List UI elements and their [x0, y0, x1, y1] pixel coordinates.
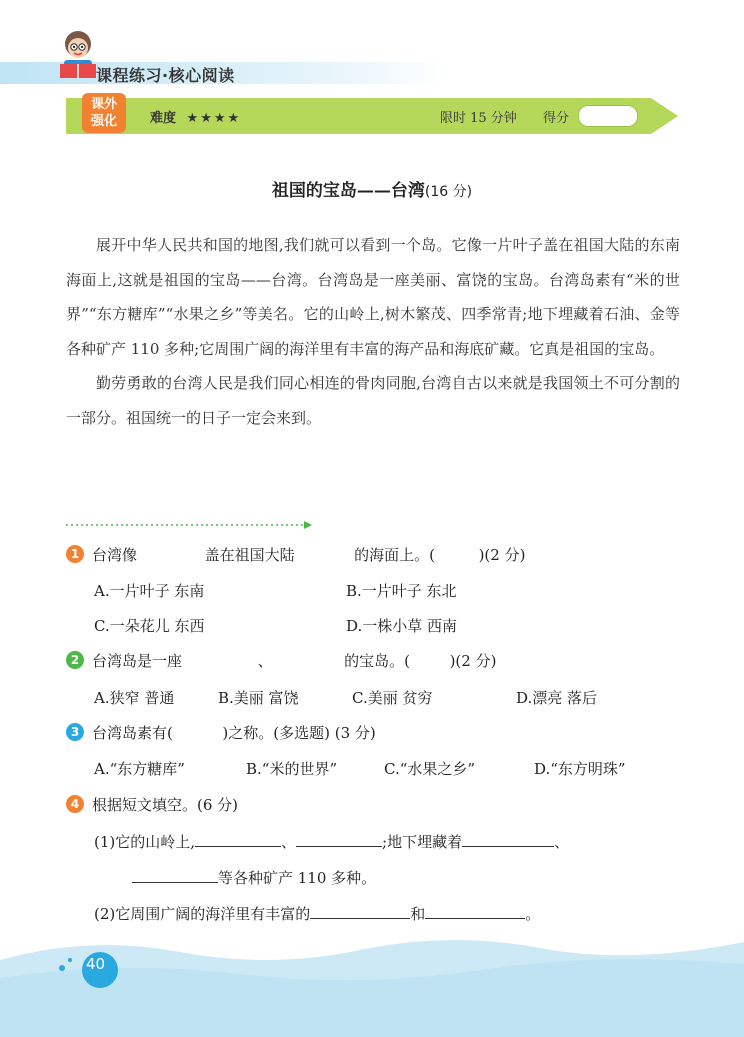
- q1-text-c: 的海面上。(: [354, 546, 436, 564]
- q1-option-d[interactable]: D.一株小草 西南: [346, 617, 458, 635]
- q3-option-b[interactable]: B.“米的世界”: [246, 760, 338, 778]
- q4-sub1-text-c: ;地下埋藏着: [382, 833, 463, 851]
- q3-option-c[interactable]: C.“水果之乡”: [384, 760, 476, 778]
- q4-sub2-text-c: 。: [525, 905, 541, 923]
- footer-wave: [0, 930, 744, 1037]
- q3-text-b: )之称。(多选题) (3 分): [222, 724, 376, 742]
- q4-sub1-text-d: 、: [554, 833, 570, 851]
- q4-blank-3[interactable]: [462, 832, 554, 847]
- q4-blank-4[interactable]: [132, 868, 218, 883]
- q4-sub1-text-b: 、: [281, 833, 297, 851]
- q4-sub1-line1: [94, 831, 569, 852]
- q1-text-a: 台湾像: [92, 546, 138, 564]
- time-limit: 限时 15 分钟: [440, 111, 517, 126]
- q4-sub1-text-e: 等各种矿产 110 多种。: [218, 869, 377, 887]
- question-1-stem: [92, 544, 525, 565]
- question-4-number: 4: [66, 795, 84, 813]
- article-title-text: 祖国的宝岛——台湾: [271, 181, 425, 201]
- q2-option-d[interactable]: D.漂亮 落后: [516, 689, 598, 707]
- difficulty-label: 难度: [150, 111, 177, 126]
- q2-option-c[interactable]: C.美丽 贫穷: [352, 689, 433, 707]
- score-box[interactable]: [578, 105, 638, 127]
- passage-paragraph-1: 展开中华人民共和国的地图,我们就可以看到一个岛。它像一片叶子盖在祖国大陆的东南海面上,这就是祖国的宝岛——台湾。台湾岛是一座美丽、富饶的宝岛。台湾岛素有“米的世界”“东方糖库”“水果之乡”等美名。它的山岭上,树木繁茂、四季常青;地下埋藏着石油、金等各种矿产 110 多种;它周围广阔的海洋里有丰富的海产品和海底矿藏。它真是祖国的宝岛。: [66, 236, 680, 358]
- q2-text-b: 、: [257, 652, 273, 670]
- q2-text-d: )(2 分): [449, 652, 497, 670]
- score-label: 得分: [543, 111, 570, 126]
- q4-sub2-text-b: 和: [410, 905, 426, 923]
- question-2-stem: [92, 650, 496, 671]
- passage-paragraph-2: 勤劳勇敢的台湾人民是我们同心相连的骨肉同胞,台湾自古以来就是我国领土不可分割的一部分。祖国统一的日子一定会来到。: [66, 374, 680, 427]
- q1-text-d: )(2 分): [478, 546, 526, 564]
- question-2-number: 2: [66, 651, 84, 669]
- q2-option-b[interactable]: B.美丽 富饶: [218, 689, 299, 707]
- q4-sub1-line2: [132, 867, 376, 888]
- badge-line1: 课外: [90, 97, 117, 112]
- extracurricular-badge: [82, 93, 126, 133]
- star-icon: ★★★★: [186, 111, 242, 126]
- q4-sub1-text-a: (1)它的山岭上,: [94, 833, 196, 851]
- section-title: 课程练习·核心阅读: [96, 66, 235, 85]
- badge-line2: 强化: [90, 114, 117, 129]
- q1-option-b[interactable]: B.一片叶子 东北: [346, 582, 457, 600]
- q4-sub2-line: [94, 903, 540, 924]
- q4-blank-5[interactable]: [310, 904, 410, 919]
- article-points: (16 分): [424, 184, 473, 200]
- q1-option-a[interactable]: A.一片叶子 东南: [94, 582, 205, 600]
- article-title: [0, 176, 744, 201]
- q4-blank-2[interactable]: [296, 832, 382, 847]
- q3-option-a[interactable]: A.“东方糖库”: [94, 760, 185, 778]
- question-3-number: 3: [66, 723, 84, 741]
- question-4-stem: 根据短文填空。(6 分): [92, 796, 239, 814]
- question-3-stem: [92, 722, 376, 743]
- mascot-reading-icon: [56, 28, 100, 84]
- q3-option-d[interactable]: D.“东方明珠”: [534, 760, 626, 778]
- difficulty-rating: [150, 107, 241, 126]
- dotted-arrow-divider: [66, 520, 316, 530]
- q3-text-a: 台湾岛素有(: [92, 724, 173, 742]
- q2-text-c: 的宝岛。(: [344, 652, 411, 670]
- q2-text-a: 台湾岛是一座: [92, 652, 183, 670]
- q1-option-c[interactable]: C.一朵花儿 东西: [94, 617, 205, 635]
- q1-text-b: 盖在祖国大陆: [204, 546, 295, 564]
- q4-blank-6[interactable]: [425, 904, 525, 919]
- q4-sub2-text-a: (2)它周围广阔的海洋里有丰富的: [94, 905, 311, 923]
- page-number: 40: [86, 955, 106, 973]
- q2-option-a[interactable]: A.狭窄 普通: [94, 689, 175, 707]
- reading-passage: [66, 228, 680, 435]
- question-1-number: 1: [66, 545, 84, 563]
- q4-blank-1[interactable]: [195, 832, 281, 847]
